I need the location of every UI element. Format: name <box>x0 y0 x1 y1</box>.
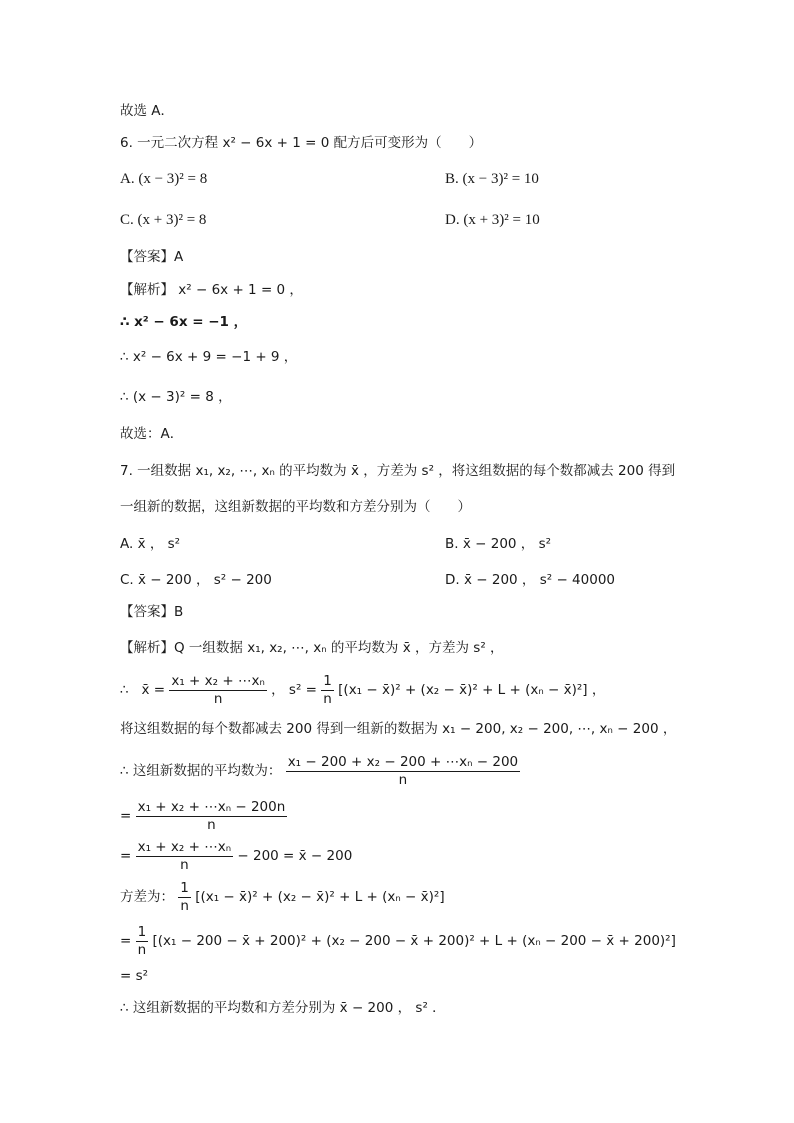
question-7-stem-line-2: 一组新的数据，这组新数据的平均数和方差分别为（ ） <box>120 499 471 515</box>
new-mean-numerator-1: x₁ − 200 + x₂ − 200 + ⋯xₙ − 200 <box>287 753 519 770</box>
variance-coefficient-2-denominator: n <box>180 897 189 914</box>
question-7-option-d: D. x̄ − 200 ， s² − 40000 <box>445 572 615 588</box>
question-7-formula-definitions <box>120 668 605 712</box>
new-variance-expression-1: [(x₁ − x̄)² + (x₂ − x̄)² + L + (xₙ − x̄)²] <box>195 889 445 905</box>
question-7-conclusion: ∴ 这组新数据的平均数和方差分别为 x̄ − 200 ， s² ． <box>120 1000 446 1016</box>
equals-sign: = <box>120 933 132 949</box>
question-6-solution-line-1: 【解析】 x² − 6x + 1 = 0 ， <box>120 282 303 298</box>
new-variance-line-2 <box>120 921 676 961</box>
new-mean-denominator-1: n <box>398 771 408 788</box>
question-6-solution-line-4: ∴ (x − 3)² = 8 ， <box>120 389 232 405</box>
new-variance-expression-2: [(x₁ − 200 − x̄ + 200)² + (x₂ − 200 − x̄ + 200)² + L + (xₙ − 200 − x̄ + 200)²] <box>152 933 676 949</box>
question-7-solution-line-3: 将这组数据的每个数都减去 200 得到一组新的数据为 x₁ − 200, x₂ − 200, ⋯, xₙ − 200 ， <box>120 721 677 737</box>
question-6-stem: 6. 一元二次方程 x² − 6x + 1 = 0 配方后可变形为（ ） <box>120 135 483 151</box>
variance-symbol: ， s² = <box>271 682 317 698</box>
variance-coefficient-3-denominator: n <box>137 941 147 958</box>
variance-coefficient-2-numerator: 1 <box>180 879 189 896</box>
question-7-stem-line-1: 7. 一组数据 x₁, x₂, ⋯, xₙ 的平均数为 x̄ ，方差为 s² ，将这组数据的每个数都减去 200 得到 <box>120 463 676 479</box>
variance-coefficient-3 <box>136 924 149 959</box>
new-mean-fraction-2 <box>136 799 288 834</box>
new-variance-result: = s² <box>120 968 149 984</box>
new-mean-numerator-2: x₁ + x₂ + ⋯xₙ − 200n <box>137 798 286 815</box>
new-mean-denominator-3: n <box>180 856 189 873</box>
mean-fraction <box>169 673 266 708</box>
equals-sign: = <box>120 808 132 824</box>
question-6-option-d: D. (x + 3)² = 10 <box>445 212 540 228</box>
question-7-answer: 【答案】B <box>120 604 184 620</box>
new-mean-label: ∴ 这组新数据的平均数为： <box>120 763 282 779</box>
mean-symbol: x̄ = <box>141 682 166 698</box>
therefore-symbol: ∴ <box>120 682 129 698</box>
new-mean-line-3 <box>120 836 352 876</box>
new-mean-fraction-1 <box>286 754 520 789</box>
question-6-conclusion: 故选：A． <box>120 426 184 442</box>
question-7-option-b: B. x̄ − 200 ， s² <box>445 536 552 552</box>
new-mean-fraction-3 <box>136 839 233 874</box>
question-6-option-b: B. (x − 3)² = 10 <box>445 171 539 187</box>
new-mean-line-2 <box>120 796 287 836</box>
question-7-option-c: C. x̄ − 200 ， s² − 200 <box>120 572 272 588</box>
variance-coefficient-denominator: n <box>323 690 332 707</box>
new-mean-numerator-3: x₁ + x₂ + ⋯xₙ <box>137 838 232 855</box>
variance-coefficient <box>321 673 334 708</box>
new-variance-label: 方差为： <box>120 889 174 905</box>
question-6-answer: 【答案】A <box>120 249 184 265</box>
question-6-option-c: C. (x + 3)² = 8 <box>120 212 207 228</box>
question-7-option-a: A. x̄ ， s² <box>120 536 181 552</box>
question-7-solution-line-1: 【解析】Q 一组数据 x₁, x₂, ⋯, xₙ 的平均数为 x̄ ，方差为 s² ， <box>120 640 504 656</box>
mean-denominator: n <box>213 690 223 707</box>
question-6-solution-line-2: ∴ x² − 6x = −1 ， <box>120 314 248 330</box>
mean-numerator: x₁ + x₂ + ⋯xₙ <box>171 672 265 689</box>
new-mean-denominator-2: n <box>207 816 216 833</box>
conclusion-text: 故选 A． <box>120 103 175 119</box>
variance-coefficient-2 <box>178 880 191 915</box>
new-variance-line-1 <box>120 877 445 917</box>
question-6-solution-line-3: ∴ x² − 6x + 9 = −1 + 9 ， <box>120 349 298 365</box>
question-6-option-a: A. (x − 3)² = 8 <box>120 171 208 187</box>
new-mean-line-1 <box>120 751 520 791</box>
variance-coefficient-3-numerator: 1 <box>137 923 147 940</box>
equals-sign: = <box>120 848 132 864</box>
variance-coefficient-numerator: 1 <box>323 672 332 689</box>
variance-sum: [(x₁ − x̄)² + (x₂ − x̄)² + L + (xₙ − x̄)²] ， <box>338 682 606 698</box>
new-mean-result: − 200 = x̄ − 200 <box>237 848 353 864</box>
